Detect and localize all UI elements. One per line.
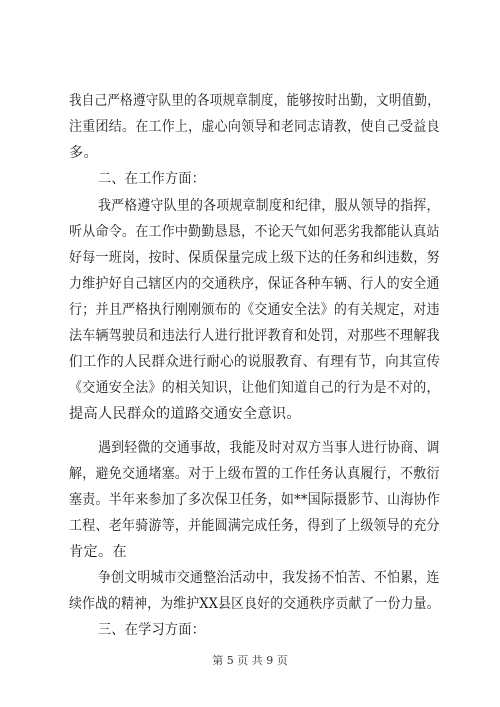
- paragraph-line: 好每一班岗，按时、保质保量完成上级下达的任务和纠违数，努: [69, 250, 440, 266]
- section-heading: 二、在工作方面：: [98, 171, 206, 187]
- paragraph-line: 解，避免交通堵塞。对于上级布置的工作任务认真履行，不敷衍: [69, 466, 440, 482]
- paragraph-line: 行；并且严格执行刚刚颁布的《交通安全法》的有关规定，对违: [69, 302, 440, 318]
- paragraph-line: 争创文明城市交通整治活动中，我发扬不怕苦、不怕累，连: [98, 570, 440, 586]
- paragraph-line: 遇到轻微的交通事故，我能及时对双方当事人进行协商、调: [98, 440, 440, 456]
- paragraph-line: 《交通安全法》的相关知识，让他们知道自己的行为是不对的，: [69, 380, 440, 396]
- paragraph-line: 工程、老年骑游等，并能圆满完成任务，得到了上级领导的充分: [69, 518, 440, 534]
- paragraph-line: 我严格遵守队里的各项规章制度和纪律，服从领导的指挥，: [98, 198, 440, 214]
- page-number: 第 5 页 共 9 页: [212, 654, 288, 667]
- paragraph-line: 肯定。在: [69, 544, 127, 560]
- paragraph-line: 多。: [69, 145, 98, 161]
- paragraph-line: 法车辆驾驶员和违法行人进行批评教育和处罚，对那些不理解我: [69, 328, 440, 344]
- paragraph-line: 们工作的人民群众进行耐心的说服教育、有理有节，向其宣传: [69, 354, 441, 370]
- paragraph-line: 塞责。半年来参加了多次保卫任务，如**国际摄影节、山海协作: [69, 492, 441, 508]
- paragraph-line: 提高人民群众的道路交通安全意识。: [69, 406, 301, 422]
- paragraph-line: 续作战的精神，为维护XX县区良好的交通秩序贡献了一份力量。: [69, 596, 440, 612]
- paragraph-line: 听从命令。在工作中勤勤恳恳，不论天气如何恶劣我都能认真站: [69, 224, 440, 240]
- paragraph-line: 力维护好自己辖区内的交通秩序，保证各种车辆、行人的安全通: [69, 276, 440, 292]
- paragraph-line: 我自己严格遵守队里的各项规章制度，能够按时出勤，文明值勤，: [69, 93, 440, 109]
- paragraph-line: 注重团结。在工作上，虚心向领导和老同志请教，使自己受益良: [69, 119, 440, 135]
- section-heading: 三、在学习方面：: [98, 622, 206, 638]
